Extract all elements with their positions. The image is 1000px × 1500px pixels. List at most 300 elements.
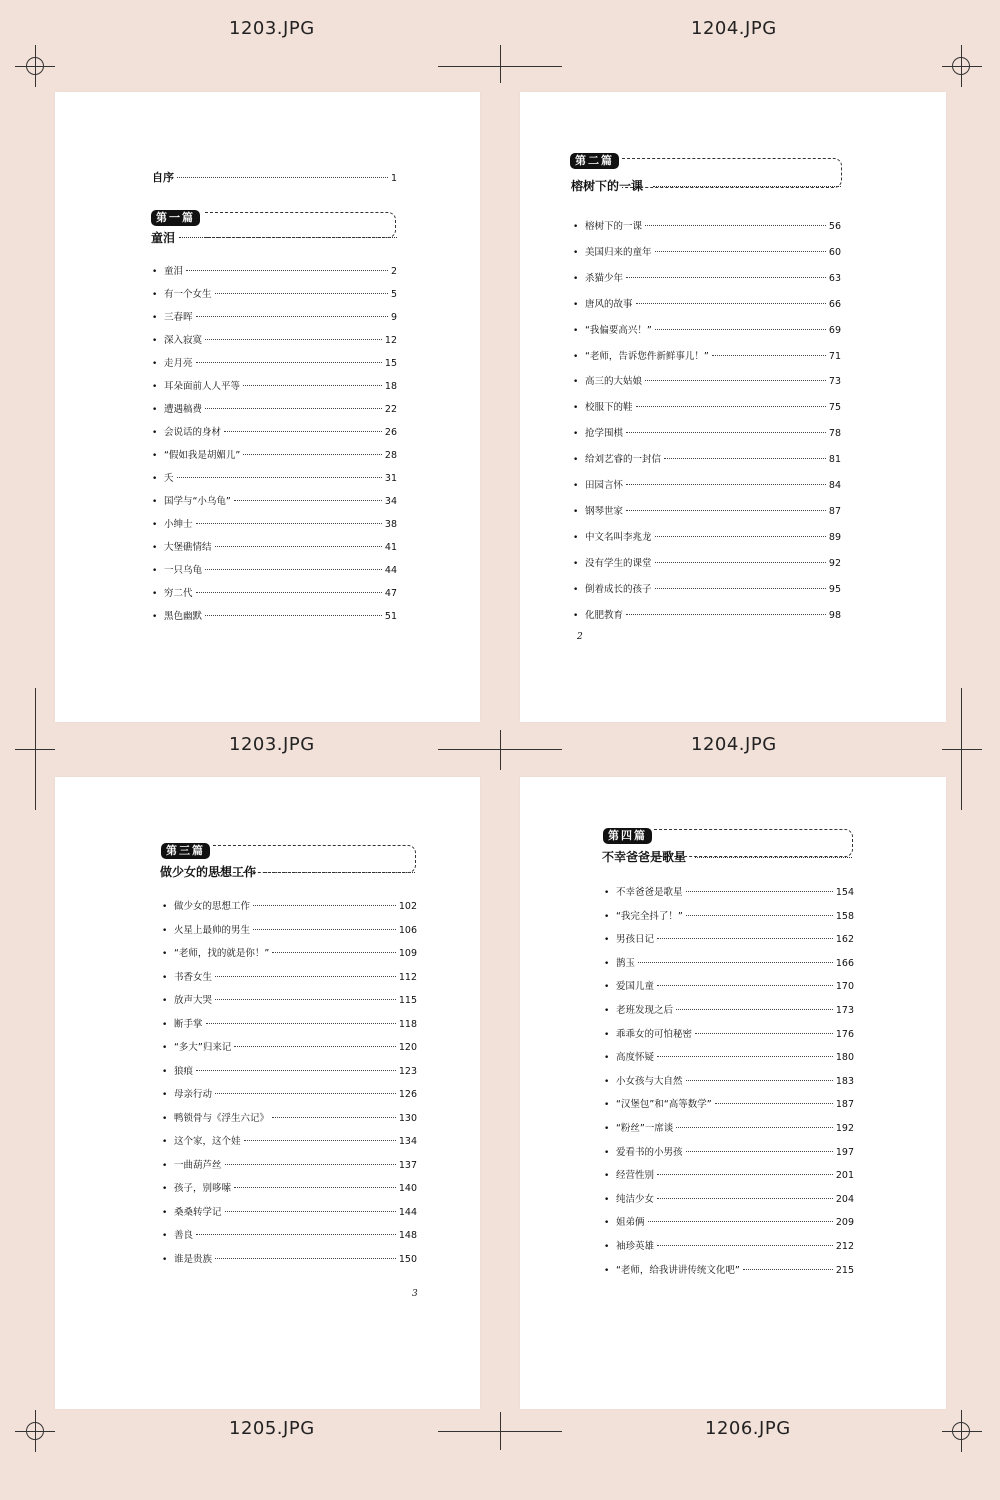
bullet-icon: • bbox=[604, 958, 610, 969]
leader-dots bbox=[676, 1127, 833, 1128]
leader-dots bbox=[715, 1103, 833, 1104]
leader-dots bbox=[234, 1046, 396, 1047]
toc-entry-page: 47 bbox=[384, 588, 397, 599]
bullet-icon: • bbox=[162, 1160, 168, 1171]
leader-dots bbox=[206, 1023, 396, 1024]
bullet-icon: • bbox=[162, 1066, 168, 1077]
bullet-icon: • bbox=[604, 1147, 610, 1158]
file-label-1203-top: 1203.JPG bbox=[229, 18, 315, 39]
toc-entry bbox=[162, 1086, 417, 1100]
toc-entry-page: 69 bbox=[828, 324, 841, 336]
bullet-icon: • bbox=[162, 1113, 168, 1124]
file-label-1206: 1206.JPG bbox=[705, 1418, 791, 1439]
bullet-icon: • bbox=[573, 247, 579, 258]
toc-entry bbox=[604, 884, 854, 898]
bullet-icon: • bbox=[604, 982, 610, 993]
toc-entry-page: 98 bbox=[828, 609, 841, 621]
leader-dots bbox=[205, 339, 382, 340]
toc-entry bbox=[162, 1063, 417, 1077]
toc-entry-page: 22 bbox=[384, 404, 397, 415]
toc-entry-page: 148 bbox=[398, 1230, 417, 1241]
leader-dots bbox=[695, 1033, 833, 1034]
bullet-icon: • bbox=[604, 1242, 610, 1252]
bullet-icon: • bbox=[152, 428, 158, 438]
leader-dots bbox=[686, 1151, 833, 1152]
toc-entry-page: 71 bbox=[828, 350, 841, 362]
title-leader-line bbox=[265, 872, 415, 873]
toc-entry-title: 高三的大姑娘 bbox=[585, 376, 643, 388]
toc-entry bbox=[162, 945, 417, 959]
leader-dots bbox=[225, 1211, 396, 1212]
toc-entry bbox=[604, 1262, 854, 1276]
bullet-icon: • bbox=[573, 403, 579, 414]
bullet-icon: • bbox=[152, 612, 158, 622]
toc-entry-page: 162 bbox=[835, 934, 854, 946]
toc-entry-page: 15 bbox=[384, 358, 397, 369]
toc-entry-title: 一只乌龟 bbox=[164, 565, 203, 576]
toc-entry-page: 118 bbox=[398, 1018, 417, 1030]
leader-dots bbox=[234, 1187, 396, 1188]
leader-dots bbox=[243, 454, 382, 455]
toc-entry bbox=[604, 1002, 854, 1016]
leader-dots bbox=[196, 592, 382, 593]
toc-page-1205 bbox=[55, 777, 480, 1409]
toc-entry-page: 137 bbox=[398, 1159, 417, 1171]
toc-entry-page: 187 bbox=[835, 1099, 854, 1111]
toc-entry bbox=[573, 555, 841, 569]
toc-entry-title: 小女孩与大自然 bbox=[616, 1075, 683, 1087]
toc-entry-title: 高度怀疑 bbox=[616, 1052, 655, 1064]
toc-entry bbox=[604, 1026, 854, 1040]
bullet-icon: • bbox=[573, 273, 579, 284]
toc-entry-title: “粉丝”一席谈 bbox=[616, 1123, 674, 1134]
bullet-icon: • bbox=[604, 888, 610, 898]
toc-entry-page: 84 bbox=[828, 480, 841, 491]
toc-entry-title: 校服下的鞋 bbox=[585, 402, 633, 414]
toc-page-1206 bbox=[520, 777, 946, 1409]
leader-dots bbox=[655, 536, 826, 537]
toc-entry-page: 209 bbox=[835, 1217, 854, 1229]
leader-dots bbox=[676, 1009, 833, 1010]
toc-entry bbox=[604, 1191, 854, 1205]
toc-entry-title: 袖珍英雄 bbox=[616, 1241, 655, 1252]
bullet-icon: • bbox=[604, 1218, 610, 1229]
bullet-icon: • bbox=[573, 610, 579, 621]
toc-entry bbox=[152, 493, 397, 507]
leader-dots bbox=[272, 952, 396, 953]
bullet-icon: • bbox=[573, 584, 579, 595]
toc-entry-page: 106 bbox=[398, 924, 417, 936]
toc-entry-page: 75 bbox=[828, 402, 841, 414]
file-label-1204-top: 1204.JPG bbox=[691, 18, 777, 39]
toc-entry-page: 144 bbox=[398, 1206, 417, 1218]
leader-dots bbox=[664, 458, 826, 459]
toc-entry bbox=[152, 424, 397, 438]
toc-entry-title: 穷二代 bbox=[164, 588, 193, 599]
bullet-icon: • bbox=[162, 1207, 168, 1218]
toc-entry bbox=[573, 373, 841, 387]
toc-entry bbox=[573, 425, 841, 439]
bullet-icon: • bbox=[604, 1076, 610, 1087]
toc-entry bbox=[162, 992, 417, 1006]
toc-entry-page: 134 bbox=[398, 1136, 417, 1147]
section-badge-text: 第四篇 bbox=[603, 828, 652, 844]
toc-entry-title: 钢琴世家 bbox=[585, 505, 624, 517]
toc-entry-page: 112 bbox=[398, 971, 417, 983]
toc-entry-title: 爱看书的小男孩 bbox=[616, 1146, 683, 1158]
toc-entry-page: 95 bbox=[828, 583, 841, 595]
leader-dots bbox=[196, 523, 382, 524]
toc-entry-page: 212 bbox=[835, 1241, 854, 1252]
leader-dots bbox=[657, 1198, 833, 1199]
toc-entry bbox=[604, 978, 854, 992]
leader-dots bbox=[205, 615, 382, 616]
toc-entry-page: 109 bbox=[398, 948, 417, 959]
toc-entry-title: 国学与“小乌龟” bbox=[164, 496, 231, 507]
section-badge bbox=[161, 839, 210, 859]
toc-entry bbox=[152, 516, 397, 530]
leader-dots bbox=[177, 177, 388, 178]
leader-dots bbox=[645, 380, 826, 381]
bullet-icon: • bbox=[604, 1053, 610, 1064]
toc-entry-title: “老师，给我讲讲传统文化吧” bbox=[616, 1264, 740, 1276]
toc-entry-title: 大堡礁情结 bbox=[164, 542, 212, 553]
toc-entry-page: 130 bbox=[398, 1112, 417, 1124]
toc-entry bbox=[162, 1227, 417, 1241]
toc-entry-title: 做少女的思想工作 bbox=[174, 901, 251, 912]
bullet-icon: • bbox=[604, 911, 610, 922]
toc-entry bbox=[573, 477, 841, 491]
title-leader-line bbox=[179, 237, 397, 238]
toc-entry-page: 5 bbox=[390, 289, 397, 300]
toc-entry-title: 火星上最帅的男生 bbox=[174, 924, 251, 936]
toc-entry-page: 140 bbox=[398, 1183, 417, 1194]
toc-entry-title: 狼痕 bbox=[174, 1065, 194, 1077]
toc-entry-page: 120 bbox=[398, 1042, 417, 1053]
leader-dots bbox=[225, 1164, 396, 1165]
toc-entry-title: 这个家，这个娃 bbox=[174, 1136, 241, 1147]
toc-entry bbox=[152, 470, 397, 484]
toc-entry-page: 176 bbox=[835, 1028, 854, 1040]
preface-title: 自序 bbox=[152, 171, 174, 184]
toc-entry bbox=[604, 1120, 854, 1134]
toc-entry-title: 乖乖女的可怕秘密 bbox=[616, 1028, 693, 1040]
toc-entry-page: 197 bbox=[835, 1146, 854, 1158]
section-frame bbox=[205, 212, 396, 238]
bullet-icon: • bbox=[604, 1100, 610, 1111]
section-badge-text: 第一篇 bbox=[151, 210, 200, 226]
toc-entry-page: 41 bbox=[384, 542, 397, 553]
toc-entry-title: 化肥教育 bbox=[585, 609, 624, 621]
bullet-icon: • bbox=[604, 1029, 610, 1040]
toc-entry-title: 孩子，别哆嗦 bbox=[174, 1183, 232, 1194]
bullet-icon: • bbox=[573, 506, 579, 517]
bullet-icon: • bbox=[573, 558, 579, 569]
bullet-icon: • bbox=[162, 1184, 168, 1194]
toc-entry-page: 34 bbox=[384, 496, 397, 507]
leader-dots bbox=[626, 510, 826, 511]
toc-entry-title: 经营性别 bbox=[616, 1170, 655, 1182]
toc-entry bbox=[152, 355, 397, 369]
toc-entry-page: 44 bbox=[384, 565, 397, 576]
toc-entry-title: 深入寂寞 bbox=[164, 335, 203, 346]
bullet-icon: • bbox=[152, 589, 158, 599]
bullet-icon: • bbox=[604, 1006, 610, 1016]
toc-entry bbox=[162, 1016, 417, 1030]
bullet-icon: • bbox=[162, 949, 168, 959]
toc-entry bbox=[573, 322, 841, 336]
section-title: 不幸爸爸是歌星 bbox=[602, 850, 687, 864]
bullet-icon: • bbox=[604, 935, 610, 946]
bullet-icon: • bbox=[573, 299, 579, 310]
toc-page-1204 bbox=[520, 92, 946, 722]
toc-entry-title: 抢学围棋 bbox=[585, 428, 624, 440]
bullet-icon: • bbox=[604, 1171, 610, 1182]
leader-dots bbox=[234, 500, 382, 501]
leader-dots bbox=[224, 431, 382, 432]
toc-entry-title: 倒着成长的孩子 bbox=[585, 583, 652, 595]
toc-entry-title: “汉堡包”和“高等数学” bbox=[616, 1099, 712, 1111]
section-badge bbox=[603, 824, 652, 844]
toc-entry-title: 不幸爸爸是歌星 bbox=[616, 887, 683, 898]
toc-entry bbox=[152, 539, 397, 553]
toc-entry-page: 201 bbox=[835, 1170, 854, 1182]
toc-entry bbox=[573, 503, 841, 517]
toc-entry-title: 爱国儿童 bbox=[616, 981, 655, 993]
toc-entry-title: 书香女生 bbox=[174, 971, 213, 983]
bullet-icon: • bbox=[573, 222, 579, 232]
leader-dots bbox=[196, 1070, 396, 1071]
bullet-icon: • bbox=[152, 520, 158, 530]
toc-entry-page: 166 bbox=[835, 957, 854, 969]
bullet-icon: • bbox=[152, 336, 158, 346]
toc-entry-title: 走月亮 bbox=[164, 358, 193, 369]
leader-dots bbox=[657, 938, 833, 939]
toc-entry-title: 有一个女生 bbox=[164, 289, 212, 300]
toc-entry bbox=[604, 1096, 854, 1110]
toc-entry-page: 78 bbox=[828, 428, 841, 440]
leader-dots bbox=[686, 1080, 833, 1081]
toc-entry-page: 26 bbox=[384, 427, 397, 438]
bullet-icon: • bbox=[162, 1019, 168, 1030]
leader-dots bbox=[712, 355, 826, 356]
toc-entry bbox=[573, 451, 841, 465]
toc-entry-page: 81 bbox=[828, 454, 841, 466]
toc-entry-page: 60 bbox=[828, 246, 841, 258]
toc-entry bbox=[573, 296, 841, 310]
leader-dots bbox=[215, 1258, 396, 1259]
toc-entry-title: 断手掌 bbox=[174, 1018, 203, 1030]
leader-dots bbox=[215, 1093, 396, 1094]
toc-entry bbox=[162, 969, 417, 983]
bullet-icon: • bbox=[162, 1043, 168, 1053]
toc-entry-page: 28 bbox=[384, 450, 397, 461]
toc-entry bbox=[573, 581, 841, 595]
toc-entry bbox=[604, 1049, 854, 1063]
toc-entry-title: “多大”归来记 bbox=[174, 1042, 232, 1053]
toc-entry-title: 桑桑转学记 bbox=[174, 1206, 222, 1218]
toc-entry-title: 鸭锁骨与《浮生六记》 bbox=[174, 1112, 270, 1124]
toc-entry-page: 38 bbox=[384, 519, 397, 530]
toc-entry bbox=[604, 955, 854, 969]
toc-entry-title: 一曲葫芦丝 bbox=[174, 1159, 222, 1171]
toc-entry-page: 66 bbox=[828, 298, 841, 310]
preface-page: 1 bbox=[390, 173, 397, 184]
toc-entry-title: 男孩日记 bbox=[616, 934, 655, 946]
leader-dots bbox=[253, 929, 396, 930]
bullet-icon: • bbox=[162, 902, 168, 912]
section-frame bbox=[622, 158, 842, 188]
toc-entry bbox=[162, 1204, 417, 1218]
toc-entry-page: 56 bbox=[828, 221, 841, 232]
toc-entry bbox=[152, 378, 397, 392]
toc-entry bbox=[573, 244, 841, 258]
leader-dots bbox=[743, 1269, 833, 1270]
bullet-icon: • bbox=[573, 481, 579, 491]
bullet-icon: • bbox=[162, 996, 168, 1006]
leader-dots bbox=[655, 251, 826, 252]
toc-entry-page: 63 bbox=[828, 272, 841, 284]
toc-entry bbox=[152, 263, 397, 277]
leader-dots bbox=[253, 905, 396, 906]
bullet-icon: • bbox=[162, 1231, 168, 1241]
toc-entry-page: 123 bbox=[398, 1065, 417, 1077]
leader-dots bbox=[215, 976, 396, 977]
toc-entry bbox=[162, 922, 417, 936]
bullet-icon: • bbox=[604, 1265, 610, 1276]
toc-entry-title: 榕树下的一课 bbox=[585, 221, 643, 232]
toc-entry bbox=[604, 1073, 854, 1087]
toc-entry-page: 12 bbox=[384, 335, 397, 346]
leader-dots bbox=[657, 1056, 833, 1057]
toc-entry-title: 黑色幽默 bbox=[164, 611, 203, 622]
leader-dots bbox=[196, 1234, 396, 1235]
bullet-icon: • bbox=[604, 1194, 610, 1205]
toc-entry-page: 51 bbox=[384, 611, 397, 622]
toc-entry bbox=[152, 562, 397, 576]
section-badge bbox=[151, 206, 200, 226]
bullet-icon: • bbox=[152, 451, 158, 461]
toc-entry bbox=[573, 399, 841, 413]
toc-entry-page: 92 bbox=[828, 557, 841, 569]
toc-entry-page: 150 bbox=[398, 1253, 417, 1265]
toc-entry bbox=[604, 1238, 854, 1252]
bullet-icon: • bbox=[162, 1137, 168, 1147]
toc-entry-title: “老师，找的就是你！” bbox=[174, 948, 270, 959]
toc-entry-title: 夭 bbox=[164, 473, 174, 484]
toc-entry-page: 115 bbox=[398, 995, 417, 1006]
leader-dots bbox=[686, 891, 833, 892]
bullet-icon: • bbox=[152, 543, 158, 553]
leader-dots bbox=[636, 406, 826, 407]
leader-dots bbox=[186, 270, 388, 271]
toc-entry bbox=[152, 286, 397, 300]
toc-entry bbox=[604, 908, 854, 922]
toc-entry-page: 215 bbox=[835, 1264, 854, 1276]
leader-dots bbox=[205, 408, 382, 409]
toc-entry-title: 给刘艺睿的一封信 bbox=[585, 454, 662, 466]
leader-dots bbox=[196, 362, 382, 363]
leader-dots bbox=[636, 303, 826, 304]
leader-dots bbox=[638, 962, 833, 963]
leader-dots bbox=[215, 546, 382, 547]
toc-entry-title: 童泪 bbox=[164, 266, 184, 277]
section-title: 童泪 bbox=[151, 231, 176, 245]
toc-entry-page: 9 bbox=[390, 312, 397, 323]
leader-dots bbox=[657, 985, 833, 986]
toc-entry-page: 154 bbox=[835, 887, 854, 898]
leader-dots bbox=[645, 225, 826, 226]
leader-dots bbox=[626, 277, 826, 278]
toc-entry-title: 遭遇稿费 bbox=[164, 404, 203, 415]
leader-dots bbox=[655, 588, 826, 589]
toc-entry-title: 姐弟俩 bbox=[616, 1217, 645, 1229]
toc-entry-title: “假如我是胡媚儿” bbox=[164, 450, 241, 461]
toc-entry-title: 没有学生的课堂 bbox=[585, 557, 652, 569]
toc-entry-page: 89 bbox=[828, 531, 841, 543]
bullet-icon: • bbox=[573, 455, 579, 466]
bullet-icon: • bbox=[573, 325, 579, 336]
toc-entry-title: “我偏要高兴！” bbox=[585, 324, 652, 336]
section-badge-text: 第三篇 bbox=[161, 843, 210, 859]
toc-entry bbox=[604, 931, 854, 945]
toc-entry-page: 126 bbox=[398, 1089, 417, 1100]
leader-dots bbox=[657, 1174, 833, 1175]
bullet-icon: • bbox=[573, 377, 579, 388]
toc-entry-title: “我完全抖了！” bbox=[616, 910, 683, 922]
leader-dots bbox=[626, 614, 826, 615]
toc-entry-page: 192 bbox=[835, 1123, 854, 1134]
toc-entry bbox=[162, 1251, 417, 1265]
toc-page-1203 bbox=[55, 92, 480, 722]
toc-entry bbox=[162, 898, 417, 912]
bullet-icon: • bbox=[573, 532, 579, 543]
leader-dots bbox=[215, 293, 388, 294]
toc-entry bbox=[573, 218, 841, 232]
toc-entry bbox=[604, 1167, 854, 1181]
leader-dots bbox=[196, 316, 388, 317]
toc-entry bbox=[152, 332, 397, 346]
toc-entry bbox=[162, 1039, 417, 1053]
toc-entry bbox=[162, 1180, 417, 1194]
toc-entry-page: 183 bbox=[835, 1075, 854, 1087]
toc-entry-title: 老班发现之后 bbox=[616, 1005, 674, 1016]
bullet-icon: • bbox=[152, 405, 158, 415]
toc-entry bbox=[573, 607, 841, 621]
toc-entry-page: 204 bbox=[835, 1193, 854, 1205]
file-label-1203-mid: 1203.JPG bbox=[229, 734, 315, 755]
title-leader-line bbox=[653, 186, 841, 187]
leader-dots bbox=[657, 1245, 833, 1246]
toc-entry-page: 173 bbox=[835, 1005, 854, 1016]
toc-entry-title: 耳朵面前人人平等 bbox=[164, 381, 241, 392]
bullet-icon: • bbox=[152, 359, 158, 369]
bullet-icon: • bbox=[152, 313, 158, 323]
toc-entry-title: 谁是贵族 bbox=[174, 1253, 213, 1265]
file-label-1205: 1205.JPG bbox=[229, 1418, 315, 1439]
toc-entry-title: “老师，告诉您件新鲜事儿！” bbox=[585, 350, 709, 362]
leader-dots bbox=[177, 477, 382, 478]
toc-entry-page: 180 bbox=[835, 1052, 854, 1064]
toc-entry-title: 善良 bbox=[174, 1230, 194, 1241]
toc-entry bbox=[604, 1144, 854, 1158]
section-title: 做少女的思想工作 bbox=[160, 865, 257, 879]
toc-entry-title: 会说话的身材 bbox=[164, 427, 222, 438]
toc-entry-page: 2 bbox=[390, 266, 397, 277]
leader-dots bbox=[655, 329, 826, 330]
bullet-icon: • bbox=[162, 925, 168, 936]
section-title: 榕树下的一课 bbox=[571, 179, 644, 193]
